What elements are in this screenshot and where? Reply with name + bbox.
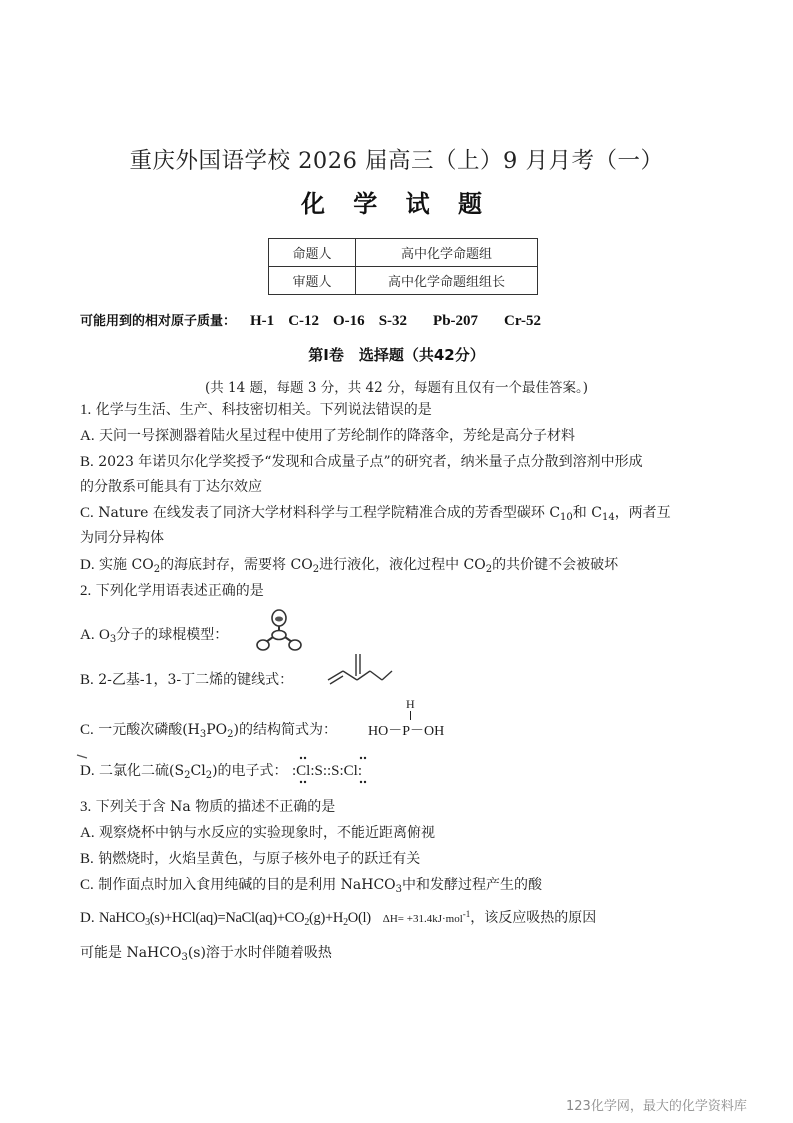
q1-option-c [80, 503, 671, 523]
option-letter: C. [80, 877, 94, 893]
author-name: 高中化学命题组组长 [356, 267, 538, 295]
pen-mark-icon [76, 754, 88, 759]
enthalpy-change [382, 909, 471, 925]
option-letter: B. [80, 454, 94, 470]
option-text: 制作面点时加入食用纯碱的目的是利用 NaHCO [98, 877, 396, 893]
option-letter: C. [80, 505, 94, 521]
question-1-stem [80, 400, 432, 420]
atomic-mass: O-16 [333, 313, 365, 329]
subscript: 3 [109, 634, 117, 645]
author-name: 高中化学命题组 [356, 239, 538, 267]
q3-option-a [80, 823, 435, 843]
q1-option-c-cont [80, 528, 164, 548]
subscript: 14 [601, 512, 615, 523]
structure-formula: HO－P－OH [368, 724, 445, 739]
option-text: O [99, 627, 110, 643]
option-text: 和 C [572, 505, 602, 521]
subscript: 3 [199, 729, 207, 740]
section-note: (共 14 题，每题 3 分，共 42 分，每题有且仅有一个最佳答案。) [205, 380, 588, 396]
subscript: 2 [153, 564, 161, 575]
option-text: 的共价键不会被破坏 [492, 557, 619, 573]
authors-table [268, 238, 538, 295]
option-letter: A. [80, 825, 95, 841]
option-text: ，该反应吸热的原因 [470, 910, 597, 926]
option-text: 为同分异构体 [80, 530, 164, 546]
lone-pair-dots-icon [292, 756, 372, 786]
question-2-stem [80, 581, 264, 601]
q1-option-d [80, 555, 618, 575]
atomic-masses [80, 310, 541, 330]
subscript: 2 [485, 564, 493, 575]
option-text: 一元酸次磷酸(H [98, 722, 200, 738]
authors-row [269, 267, 538, 295]
structure-bond [410, 711, 411, 720]
option-letter: C. [80, 722, 94, 738]
q2-option-b [80, 670, 293, 690]
q2-option-d [80, 761, 362, 781]
thermochemical-equation [99, 910, 371, 926]
option-letter: B. [80, 851, 94, 867]
question-text: 下列关于含 Na 物质的描述不正确的是 [95, 799, 336, 815]
superscript: -1 [462, 909, 471, 919]
q3-option-d [80, 908, 596, 929]
subscript: 3 [145, 917, 150, 928]
option-text: ，两者互 [614, 505, 671, 521]
q3-option-b [80, 849, 420, 869]
option-text: 2-乙基-1，3-丁二烯的键线式： [98, 672, 294, 688]
option-letter: A. [80, 428, 95, 444]
question-text: 下列化学用语表述正确的是 [95, 583, 264, 599]
author-role: 命题人 [269, 239, 356, 267]
option-text: (s)溶于水时伴随着吸热 [187, 945, 332, 961]
watermark: 123化学网，最大的化学资料库 [566, 1099, 747, 1114]
atomic-mass: S-32 [378, 313, 408, 329]
atomic-mass: Pb-207 [433, 313, 479, 329]
lewis-structure [292, 761, 362, 781]
option-text: 的海底封存，需要将 CO [160, 557, 313, 573]
exam-title: 重庆外国语学校 2026 届高三（上）9 月月考（一） [129, 148, 664, 174]
option-text: Nature 在线发表了同济大学材料科学与工程学院精准合成的芳香型碳环 C [98, 505, 561, 521]
option-text: 二氯化二硫(S [99, 763, 185, 779]
subscript: 2 [304, 917, 310, 928]
atomic-mass: H-1 [250, 313, 275, 329]
option-letter: B. [80, 672, 94, 688]
option-letter: D. [80, 763, 95, 779]
option-text: 进行液化，液化过程中 CO [319, 557, 486, 573]
question-text: 化学与生活、生产、科技密切相关。下列说法错误的是 [95, 402, 432, 418]
option-text: 可能是 NaHCO [80, 945, 182, 961]
question-number: 1. [80, 402, 92, 418]
ozone-ball-stick-model-icon [254, 608, 304, 652]
section-heading: 第Ⅰ卷 选择题（共42分） [308, 346, 485, 364]
option-text: 的分散系可能具有丁达尔效应 [80, 479, 262, 495]
authors-row [269, 239, 538, 267]
q1-option-a [80, 426, 575, 446]
option-text: 天问一号探测器着陆火星过程中使用了芳纶制作的降落伞，芳纶是高分子材料 [99, 428, 576, 444]
option-letter: A. [80, 627, 95, 643]
butadiene-skeletal-formula-icon [326, 652, 394, 688]
subscript: 10 [560, 512, 573, 523]
exam-subtitle: 化 学 试 题 [300, 189, 493, 218]
equation-part: (s)+HCl(aq)=NaCl(aq)+CO [149, 910, 305, 926]
subscript: 2 [205, 770, 213, 781]
option-text: Cl [190, 763, 206, 779]
q2-option-a [80, 625, 228, 645]
atomic-mass: C-12 [288, 313, 320, 329]
option-text: )的结构简式为： [233, 722, 338, 738]
equation-part: O(l) [347, 910, 371, 926]
subscript: 2 [227, 729, 234, 740]
subscript: 3 [395, 884, 403, 895]
subscript: 2 [184, 770, 191, 781]
structure-hydrogen: H [406, 697, 415, 711]
lewis-formula: :Cl:S::S:Cl: [291, 763, 363, 779]
equation-part: NaHCO [99, 910, 146, 926]
author-role: 审题人 [269, 267, 356, 295]
equation-part: (g)+H [309, 910, 344, 926]
enthalpy-value: ΔH= +31.4kJ·mol [382, 913, 463, 925]
q1-option-b-cont [80, 477, 262, 497]
q1-option-b [80, 452, 643, 472]
option-text: 实施 CO [99, 557, 154, 573]
atomic-masses-label: 可能用到的相对原子质量： [80, 314, 237, 329]
subscript: 2 [312, 564, 320, 575]
hypophosphorous-acid-structure [368, 697, 458, 743]
option-text: 2023 年诺贝尔化学奖授予“发现和合成量子点”的研究者，纳米量子点分散到溶剂中形成 [98, 454, 643, 470]
q2-option-c [80, 720, 337, 740]
option-text: )的电子式： [212, 763, 288, 779]
subscript: 3 [181, 952, 188, 963]
option-text: 观察烧杯中钠与水反应的实验现象时，不能近距离俯视 [99, 825, 436, 841]
option-text: 中和发酵过程产生的酸 [402, 877, 543, 893]
option-text: PO [206, 722, 228, 738]
option-text: 分子的球棍模型： [116, 627, 229, 643]
q3-option-d-cont [80, 943, 332, 963]
question-3-stem [80, 797, 335, 817]
option-letter: D. [80, 557, 95, 573]
q3-option-c [80, 875, 542, 895]
question-number: 2. [80, 583, 92, 599]
option-letter: D. [80, 910, 95, 926]
option-text: 钠燃烧时，火焰呈黄色，与原子核外电子的跃迁有关 [98, 851, 421, 867]
atomic-mass: Cr-52 [504, 313, 541, 329]
question-number: 3. [80, 799, 92, 815]
subscript: 2 [343, 917, 348, 928]
